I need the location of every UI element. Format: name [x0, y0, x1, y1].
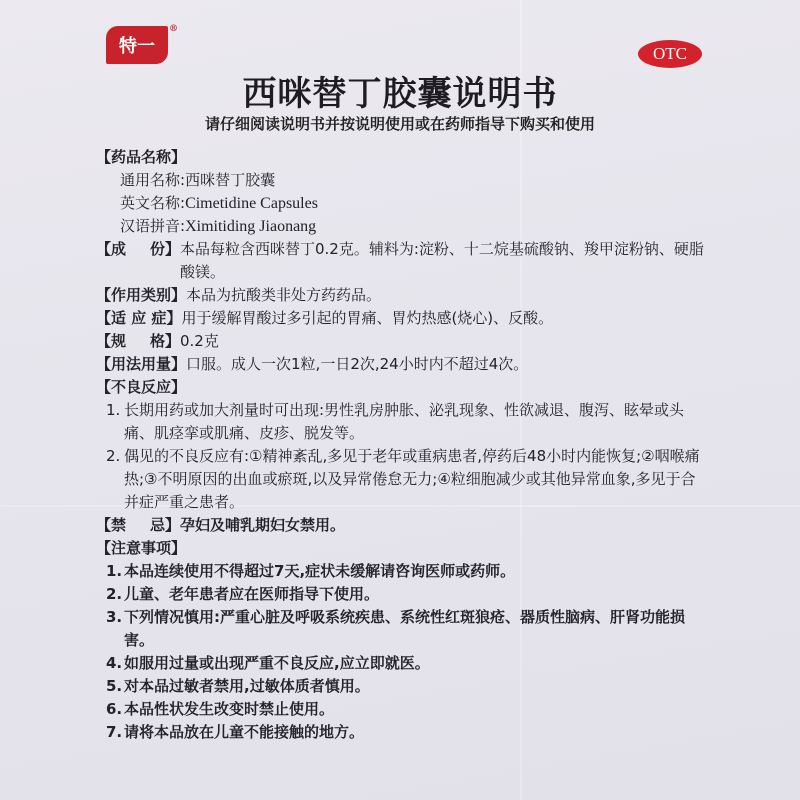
precaution-item-text: 本品性状发生改变时禁止使用。 — [124, 700, 335, 718]
contraindications-section — [96, 514, 708, 537]
category-heading: 【作用类别】 — [96, 286, 187, 304]
precaution-item-text: 下列情况慎用:严重心脏及呼吸系统疾患、系统性红斑狼疮、器质性脑病、肝肾功能损害。 — [124, 608, 686, 649]
dosage-text: 口服。成人一次1粒,一日2次,24小时内不超过4次。 — [186, 355, 529, 373]
indications-text: 用于缓解胃酸过多引起的胃痛、胃灼热感(烧心)、反酸。 — [181, 309, 554, 327]
composition-section — [96, 238, 708, 284]
spec-text: 0.2克 — [180, 332, 219, 350]
precaution-item-text: 本品连续使用不得超过7天,症状未缓解请咨询医师或药师。 — [124, 562, 516, 580]
adverse-item — [96, 445, 708, 514]
adverse-item-text: 偶见的不良反应有:①精神紊乱,多见于老年或重病患者,停药后48小时内能恢复;②咽喉痛热;③不明原因的出血或瘀斑,以及异常倦怠无力;④粒细胞减少或其他异常血象,多见于合并症严重之患者。 — [124, 447, 700, 511]
indications-heading: 【适 应 症】 — [96, 309, 182, 327]
precaution-item-number: 2. — [106, 585, 123, 603]
precaution-item-number: 5. — [106, 677, 123, 695]
precaution-item-number: 7. — [106, 723, 123, 741]
precaution-item-number: 1. — [106, 562, 123, 580]
pinyin-name-value: Ximitiding Jiaonang — [185, 218, 317, 235]
precautions-section — [96, 537, 708, 560]
precaution-item-text: 如服用过量或出现严重不良反应,应立即就医。 — [124, 654, 430, 672]
page-title: 西咪替丁胶囊说明书 — [242, 74, 558, 114]
brand-logo — [106, 24, 178, 64]
page-subtitle: 请仔细阅读说明书并按说明使用或在药师指导下购买和使用 — [204, 115, 595, 133]
generic-name-value: 西咪替丁胶囊 — [185, 171, 276, 189]
drug-name-heading: 【药品名称】 — [96, 148, 187, 166]
adverse-heading: 【不良反应】 — [96, 378, 187, 396]
generic-name-row — [96, 169, 708, 192]
contraindications-heading-right: 忌】 — [149, 516, 180, 534]
spec-heading-left: 【规 — [96, 332, 127, 350]
otc-label: OTC — [653, 44, 687, 63]
composition-text: 本品每粒含西咪替丁0.2克。辅料为:淀粉、十二烷基硫酸钠、羧甲淀粉钠、硬脂酸镁。 — [180, 240, 704, 281]
precautions-heading: 【注意事项】 — [96, 539, 187, 557]
precaution-item — [96, 698, 708, 721]
contraindications-heading — [96, 514, 180, 537]
precaution-item-text: 对本品过敏者禁用,过敏体质者慎用。 — [124, 677, 370, 695]
pinyin-name-row — [96, 215, 708, 238]
precaution-item — [96, 675, 708, 698]
composition-heading — [96, 238, 180, 284]
dosage-section — [96, 353, 708, 376]
adverse-item-number: 2. — [106, 447, 121, 465]
precaution-item — [96, 652, 708, 675]
spec-section — [96, 330, 708, 353]
generic-name-label: 通用名称: — [120, 171, 186, 189]
adverse-item-text: 长期用药或加大剂量时可出现:男性乳房肿胀、泌乳现象、性欲减退、腹泻、眩晕或头痛、肌痉挛或肌痛、皮疹、脱发等。 — [124, 401, 685, 442]
precaution-item-number: 4. — [106, 654, 123, 672]
brand-logo-text: 特一 — [119, 36, 155, 57]
precaution-item-number: 3. — [106, 608, 123, 626]
precaution-item — [96, 721, 708, 744]
category-text: 本品为抗酸类非处方药药品。 — [186, 286, 382, 304]
precaution-item-text: 请将本品放在儿童不能接触的地方。 — [124, 723, 365, 741]
spec-heading-right: 格】 — [149, 332, 180, 350]
spec-heading — [96, 330, 180, 353]
drug-name-section — [96, 146, 708, 169]
adverse-item-number: 1. — [106, 401, 121, 419]
dosage-heading: 【用法用量】 — [96, 355, 187, 373]
composition-heading-left: 【成 — [96, 240, 127, 258]
precaution-item — [96, 606, 708, 652]
precaution-item — [96, 560, 708, 583]
pinyin-name-label: 汉语拼音: — [120, 217, 186, 235]
english-name-label: 英文名称: — [120, 194, 186, 212]
leaflet-content — [96, 146, 708, 744]
composition-heading-right: 份】 — [149, 240, 180, 258]
otc-badge — [638, 40, 702, 68]
adverse-item — [96, 399, 708, 445]
precaution-item-text: 儿童、老年患者应在医师指导下使用。 — [124, 585, 380, 603]
category-section — [96, 284, 708, 307]
indications-section — [96, 307, 708, 330]
precaution-item — [96, 583, 708, 606]
registered-mark: ® — [169, 24, 178, 34]
contraindications-heading-left: 【禁 — [96, 516, 127, 534]
precaution-item-number: 6. — [106, 700, 123, 718]
adverse-section — [96, 376, 708, 399]
english-name-value: Cimetidine Capsules — [185, 195, 318, 212]
english-name-row — [96, 192, 708, 215]
contraindications-text: 孕妇及哺乳期妇女禁用。 — [180, 516, 346, 534]
